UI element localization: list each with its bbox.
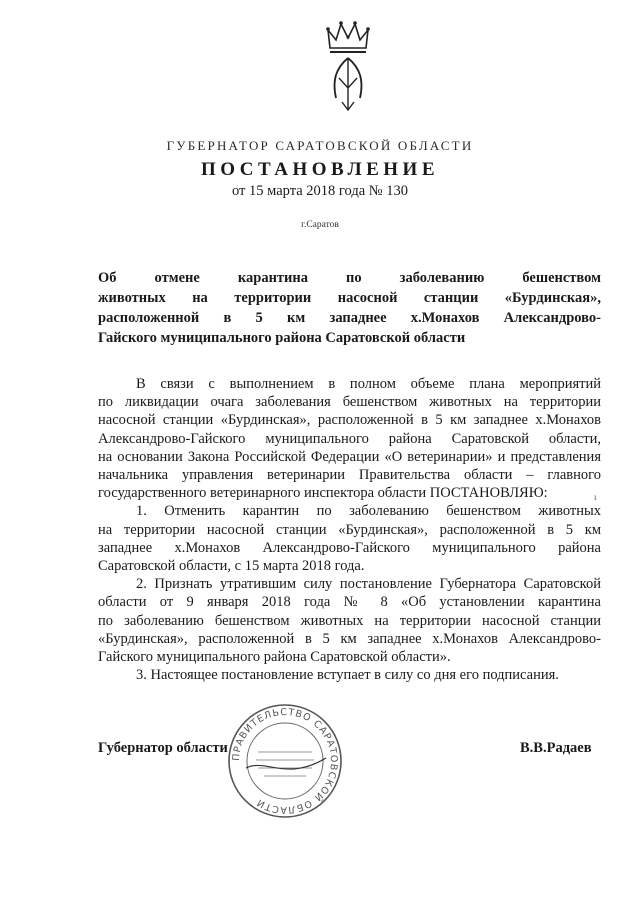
body-line: начальника управления ветеринарии Правительства области – главного xyxy=(98,467,601,484)
document-body xyxy=(98,375,601,684)
document-date-number: от 15 марта 2018 года № 130 xyxy=(232,183,408,199)
body-line: Александрово-Гайского муниципального района Саратовской области, xyxy=(98,430,601,447)
title-line: расположенной в 5 км западнее х.Монахов Александрово- xyxy=(98,310,601,326)
body-line: 1. Отменить карантин по заболеванию бешенством животных xyxy=(136,503,601,520)
body-line: по заболеванию бешенством животных на территории насосной станции xyxy=(98,612,601,629)
title-line: животных на территории насосной станции «Бурдинская», xyxy=(98,290,601,306)
body-line: западнее х.Монахов Александрово-Гайского муниципального района xyxy=(98,539,601,556)
signer-name: В.В.Радаев xyxy=(520,740,592,756)
signer-title: Губернатор области xyxy=(98,740,228,756)
body-line: на территории насосной станции «Бурдинская», расположенной в 5 км xyxy=(98,521,601,538)
body-line: Гайского муниципального района Саратовской области». xyxy=(98,649,451,666)
svg-text:ПРАВИТЕЛЬСТВО САРАТОВСКОЙ ОБЛА: ПРАВИТЕЛЬСТВО САРАТОВСКОЙ ОБЛАСТИ xyxy=(230,706,340,816)
page-mark: ı xyxy=(594,492,597,502)
body-line: на основании Закона Российской Федерации «О ветеринарии» и представления xyxy=(98,448,601,465)
body-line: 3. Настоящее постановление вступает в силу со дня его подписания. xyxy=(136,667,559,684)
body-line: «Бурдинская», расположенной в 5 км западнее х.Монахов Александрово- xyxy=(98,630,601,647)
issuing-authority: ГУБЕРНАТОР САРАТОВСКОЙ ОБЛАСТИ xyxy=(166,138,474,153)
body-line: В связи с выполнением в полном объеме плана мероприятий xyxy=(136,376,601,392)
body-line: 2. Признать утратившим силу постановление Губернатора Саратовской xyxy=(136,576,601,593)
document-place: г.Саратов xyxy=(301,220,339,230)
body-line: насосной станции «Бурдинская», расположенной в 5 км западнее х.Монахов xyxy=(98,412,601,429)
official-seal-icon xyxy=(226,702,344,820)
coat-of-arms-icon xyxy=(322,18,374,114)
document-title xyxy=(98,268,601,348)
document-type: ПОСТАНОВЛЕНИЕ xyxy=(200,159,440,180)
title-line: Гайского муниципального района Саратовской области xyxy=(98,330,466,346)
body-line: по ликвидации очага заболевания бешенством животных на территории xyxy=(98,394,601,411)
title-line: Об отмене карантина по заболеванию бешенством xyxy=(98,270,601,286)
body-line: государственного ветеринарного инспектора области ПОСТАНОВЛЯЮ: xyxy=(98,485,548,502)
body-line: Саратовской области, с 15 марта 2018 года. xyxy=(98,558,365,575)
body-line: области от 9 января 2018 года № 8 «Об установлении карантина xyxy=(98,594,601,611)
